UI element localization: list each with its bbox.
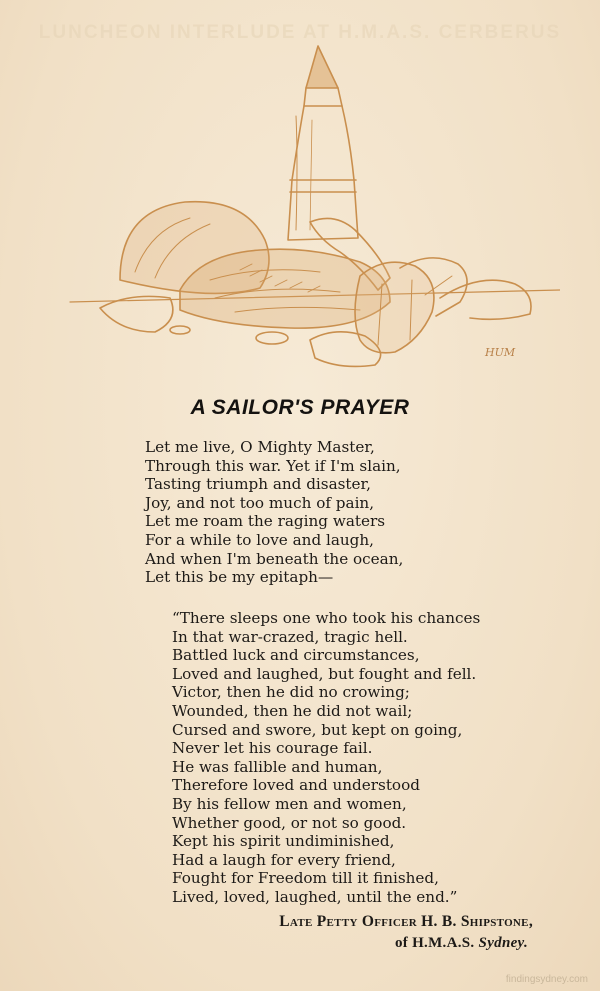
site-watermark: findingsydney.com [505,974,588,985]
faded-header-text: LUNCHEON INTERLUDE AT H.M.A.S. CERBERUS [38,22,562,43]
poem-line: Let me live, O Mighty Master, [145,438,375,456]
stanza-two [172,609,480,907]
poem-line: Joy, and not too much of pain, [145,493,375,512]
poem-line: Kept his spirit undiminished, [172,832,395,851]
ship-name: Sydney. [478,935,528,951]
poem-line: For a while to love and laugh, [145,530,375,549]
poem-line: In that war-crazed, tragic hell. [172,627,408,646]
poem-line: Let this be my epitaph— [145,568,334,587]
poem-line: Battled luck and circumstances, [172,646,420,665]
stanza-one [145,438,403,587]
helmet-shell-gloves-illustration [60,40,560,385]
poem-line: He was fallible and human, [172,757,383,776]
poem-line: Loved and laughed, but fought and fell. [172,664,477,683]
poem-line: Lived, loved, laughed, until the end.” [172,887,458,906]
poem-line: By his fellow men and women, [172,794,407,813]
poem-line: Had a laugh for every friend, [172,850,396,869]
poem-line: Through this war. Yet if I'm slain, [145,456,401,475]
poem-line: Wounded, then he did not wail; [172,701,413,720]
poem-line: Fought for Freedom till it finished, [172,869,439,888]
poem-line: And when I'm beneath the ocean, [145,549,404,568]
poem-line: Cursed and swore, but kept on going, [172,720,463,739]
poem-line: Never let his courage fail. [172,739,373,758]
poem-line: Let me roam the raging waters [145,512,386,531]
poem-line: Therefore loved and understood [172,776,420,795]
author-ship [395,935,528,952]
poem-line: “There sleeps one who took his chances [172,609,481,627]
poem-title: A SAILOR'S PRAYER [190,396,410,419]
poem-line: Victor, then he did no crowing; [172,683,410,702]
poem-line: Whether good, or not so good. [172,813,407,832]
poem-line: Tasting triumph and disaster, [145,475,371,494]
illustrator-signature: HUM [485,346,516,359]
author-attribution: Late Petty Officer H. B. Shipstone, [279,913,533,930]
ship-prefix: of H.M.A.S. [394,935,479,951]
